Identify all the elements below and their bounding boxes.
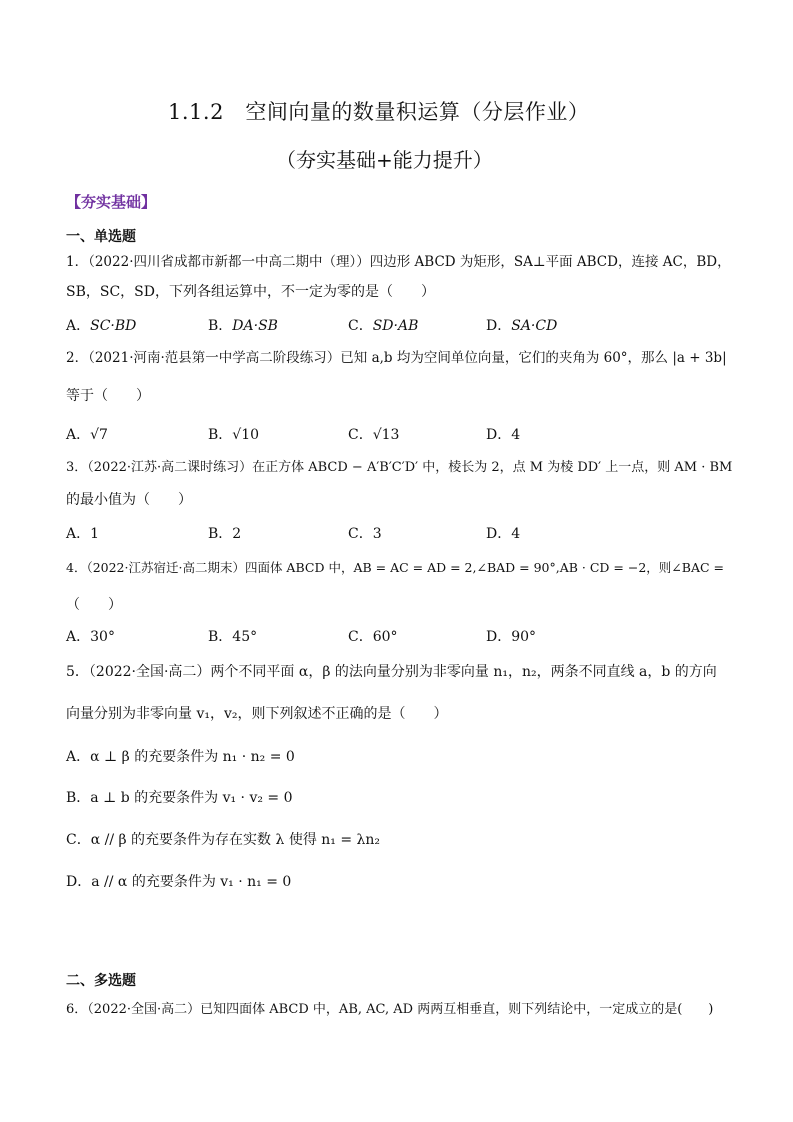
- option-label: A．: [66, 427, 91, 443]
- option-text: 1: [90, 526, 100, 542]
- option-label: A．: [66, 749, 91, 765]
- option-label: D．: [486, 526, 512, 542]
- option-label: B．: [208, 629, 233, 645]
- question-6-line-1: 6．（2022·全国·高二）已知四面体 ABCD 中，AB, AC, AD 两两互相垂直，则下列结论中，一定成立的是( ): [66, 1002, 714, 1017]
- heading-single-choice: 一、单选题: [66, 229, 136, 245]
- question-2-line-2: 等于（ ）: [66, 388, 150, 404]
- option-label: B．: [208, 318, 233, 334]
- question-3-line-2: 的最小值为（ ）: [66, 492, 192, 508]
- option-label: C．: [348, 318, 373, 334]
- option-label: C．: [348, 427, 373, 443]
- option-label: D．: [66, 874, 92, 890]
- option-text: √7: [90, 427, 108, 443]
- option-text: DA·SB: [232, 318, 278, 334]
- question-3-option-b: [208, 523, 241, 543]
- option-text: α ⊥ β 的充要条件为 n₁ · n₂ = 0: [90, 749, 295, 765]
- option-label: A．: [66, 629, 91, 645]
- question-1-option-b: [208, 315, 278, 335]
- option-text: 3: [372, 526, 382, 542]
- question-4-line-1: 4．（2022·江苏宿迁·高二期末）四面体 ABCD 中，AB = AC = AD = 2,∠BAD = 90°,AB · CD = −2，则∠BAC =: [66, 560, 725, 575]
- option-label: C．: [66, 832, 91, 848]
- option-text: 4: [511, 427, 521, 443]
- option-text: 2: [232, 526, 242, 542]
- question-5-option-b: [66, 787, 293, 807]
- option-label: B．: [208, 427, 233, 443]
- option-label: D．: [486, 629, 512, 645]
- option-text: 30°: [90, 629, 115, 645]
- question-1-line-1: 1．（2022·四川省成都市新都一中高二期中（理））四边形 ABCD 为矩形，SA⊥平面 ABCD，连接 AC，BD，: [66, 254, 731, 270]
- question-4-option-c: [348, 626, 398, 646]
- question-4-option-b: [208, 626, 257, 646]
- section-label: 【夯实基础】: [66, 193, 157, 211]
- option-text: a // α 的充要条件为 v₁ · n₁ = 0: [91, 874, 292, 890]
- question-3-option-c: [348, 523, 382, 543]
- page-subtitle: （夯实基础+能力提升）: [276, 148, 493, 172]
- option-label: B．: [66, 790, 91, 806]
- option-text: 90°: [511, 629, 537, 645]
- option-label: A．: [66, 318, 91, 334]
- question-1-line-2: SB，SC，SD，下列各组运算中，不一定为零的是（ ）: [66, 284, 435, 300]
- heading-multiple-choice: 二、多选题: [66, 973, 136, 989]
- option-label: C．: [348, 526, 373, 542]
- question-5-option-d: [66, 871, 291, 891]
- option-label: D．: [486, 427, 512, 443]
- question-2-line-1: 2．（2021·河南·范县第一中学高二阶段练习）已知 a,b 均为空间单位向量，它们的夹角为 60°，那么 |a + 3b|: [66, 350, 727, 366]
- question-3-option-a: [66, 523, 99, 543]
- page-title: 1.1.2 空间向量的数量积运算（分层作业）: [168, 100, 590, 124]
- option-label: A．: [66, 526, 91, 542]
- question-4-option-d: [486, 626, 536, 646]
- option-label: C．: [348, 629, 373, 645]
- option-text: α // β 的充要条件为存在实数 λ 使得 n₁ = λn₂: [90, 832, 381, 848]
- question-1-option-d: [486, 315, 557, 335]
- option-text: SD·AB: [372, 318, 419, 334]
- question-4-line-2: （ ）: [66, 597, 122, 613]
- option-label: D．: [486, 318, 512, 334]
- question-3-line-1: 3．（2022·江苏·高二课时练习）在正方体 ABCD − A′B′C′D′ 中，棱长为 2，点 M 为棱 DD′ 上一点，则 AM · BM: [66, 460, 733, 475]
- option-text: 45°: [232, 629, 258, 645]
- question-5-option-a: [66, 746, 295, 766]
- question-4-option-a: [66, 626, 115, 646]
- option-text: SC·BD: [90, 318, 137, 334]
- option-text: 60°: [372, 629, 398, 645]
- question-2-option-b: [208, 424, 259, 444]
- question-5-line-1: 5．（2022·全国·高二）两个不同平面 α，β 的法向量分别为非零向量 n₁，n₂，两条不同直线 a，b 的方向: [66, 664, 717, 680]
- question-1-option-c: [348, 315, 418, 335]
- question-2-option-a: [66, 424, 108, 444]
- question-1-option-a: [66, 315, 136, 335]
- option-text: 4: [511, 526, 521, 542]
- question-5-option-c: [66, 829, 380, 849]
- option-text: SA·CD: [511, 318, 558, 334]
- question-2-option-d: [486, 424, 520, 444]
- option-text: a ⊥ b 的充要条件为 v₁ · v₂ = 0: [90, 790, 293, 806]
- question-5-line-2: 向量分别为非零向量 v₁，v₂，则下列叙述不正确的是（ ）: [66, 706, 448, 722]
- option-label: B．: [208, 526, 233, 542]
- question-3-option-d: [486, 523, 520, 543]
- question-2-option-c: [348, 424, 399, 444]
- option-text: √10: [232, 427, 260, 443]
- option-text: √13: [372, 427, 400, 443]
